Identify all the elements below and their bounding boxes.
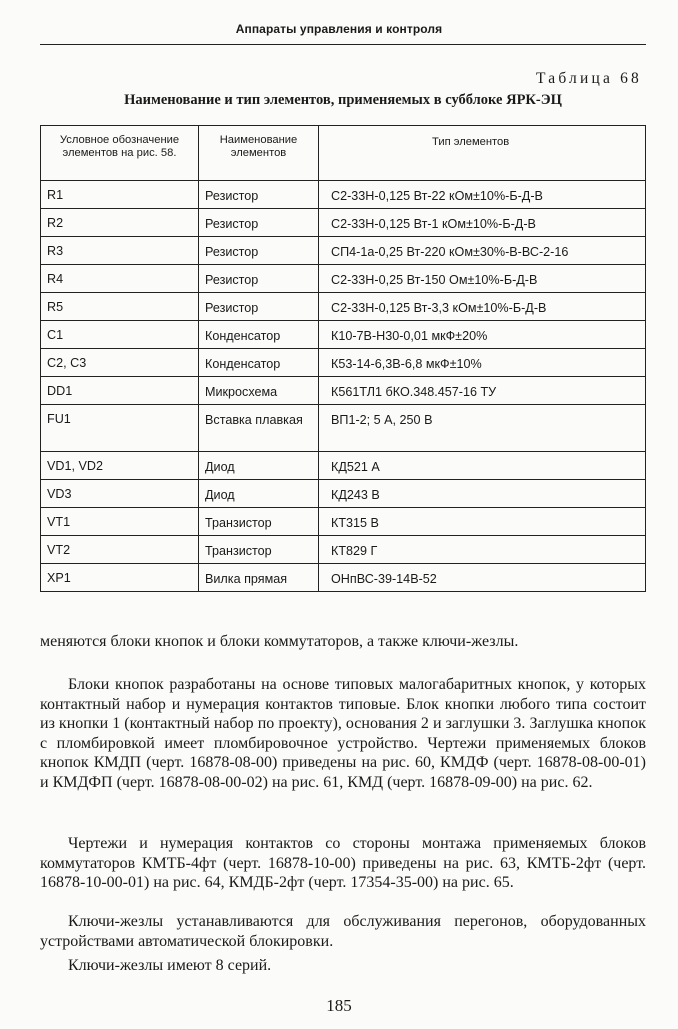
paragraph-5	[40, 956, 646, 976]
cell-designator: R2	[41, 209, 199, 237]
cell-element-name: Транзистор	[199, 536, 319, 564]
table-row	[41, 536, 646, 564]
running-header: Аппараты управления и контроля	[235, 22, 443, 36]
cell-designator: VT1	[41, 508, 199, 536]
table-row	[41, 564, 646, 592]
table-row	[41, 237, 646, 265]
table-row	[41, 349, 646, 377]
cell-element-name: Конденсатор	[199, 349, 319, 377]
cell-designator: R5	[41, 293, 199, 321]
table-row	[41, 405, 646, 452]
header-element-type: Тип элементов	[319, 126, 646, 181]
elements-table	[40, 125, 646, 592]
cell-element-type: С2-33Н-0,125 Вт-3,3 кОм±10%-Б-Д-В	[319, 293, 646, 321]
cell-designator: VD1, VD2	[41, 452, 199, 480]
cell-element-type: КТ829 Г	[319, 536, 646, 564]
cell-element-type: С2-33Н-0,25 Вт-150 Ом±10%-Б-Д-В	[319, 265, 646, 293]
cell-element-name: Вставка плавкая	[199, 405, 319, 452]
cell-element-type: ВП1-2; 5 А, 250 В	[319, 405, 646, 452]
paragraph-text: Ключи-жезлы устанавливаются для обслуживания перегонов, оборудованных устройствами автоматической блокировки.	[40, 913, 646, 950]
cell-element-name: Резистор	[199, 237, 319, 265]
header-element-name: Наименование элементов	[199, 126, 319, 181]
table-row	[41, 209, 646, 237]
table-row	[41, 377, 646, 405]
table-row	[41, 321, 646, 349]
cell-element-type: ОНпВС-39-14В-52	[319, 564, 646, 592]
table-header-row	[41, 126, 646, 181]
header-rule	[40, 44, 646, 45]
cell-element-name: Резистор	[199, 293, 319, 321]
table-row	[41, 265, 646, 293]
cell-designator: C2, C3	[41, 349, 199, 377]
paragraph-1	[40, 632, 646, 652]
table-number: Таблица 68	[535, 70, 642, 87]
table-caption: Наименование и тип элементов, применяемых в субблоке ЯРК-ЭЦ	[124, 92, 562, 108]
table-body	[41, 181, 646, 592]
page-number: 185	[326, 996, 352, 1015]
cell-designator: XP1	[41, 564, 199, 592]
cell-element-name: Транзистор	[199, 508, 319, 536]
cell-designator: R1	[41, 181, 199, 209]
header-designator: Условное обозначение элементов на рис. 58.	[41, 126, 199, 181]
cell-element-name: Резистор	[199, 181, 319, 209]
cell-element-type: СП4-1а-0,25 Вт-220 кОм±30%-В-ВС-2-16	[319, 237, 646, 265]
cell-element-type: К561ТЛ1 бКО.348.457-16 ТУ	[319, 377, 646, 405]
cell-element-type: КТ315 В	[319, 508, 646, 536]
cell-element-type: КД243 В	[319, 480, 646, 508]
cell-designator: C1	[41, 321, 199, 349]
table-row	[41, 452, 646, 480]
cell-element-name: Диод	[199, 480, 319, 508]
cell-designator: VT2	[41, 536, 199, 564]
paragraph-2	[40, 675, 646, 793]
table-row	[41, 293, 646, 321]
table-row	[41, 480, 646, 508]
cell-element-name: Резистор	[199, 209, 319, 237]
cell-element-type: К53-14-6,3В-6,8 мкФ±10%	[319, 349, 646, 377]
cell-element-type: С2-33Н-0,125 Вт-22 кОм±10%-Б-Д-В	[319, 181, 646, 209]
cell-element-type: С2-33Н-0,125 Вт-1 кОм±10%-Б-Д-В	[319, 209, 646, 237]
cell-designator: FU1	[41, 405, 199, 452]
cell-designator: VD3	[41, 480, 199, 508]
paragraph-text: Чертежи и нумерация контактов со стороны монтажа применяемых блоков коммутаторов КМТБ-4фт (черт. 16878-10-00) приведены на рис. 63, КМТБ-2фт (черт. 16878-10-00-01) на рис. 64, КМДБ-2фт (черт. 17354-35-00) на рис. 65.	[40, 835, 646, 892]
cell-designator: DD1	[41, 377, 199, 405]
cell-element-name: Резистор	[199, 265, 319, 293]
cell-element-name: Вилка прямая	[199, 564, 319, 592]
cell-element-name: Конденсатор	[199, 321, 319, 349]
paragraph-4	[40, 912, 646, 951]
cell-designator: R3	[41, 237, 199, 265]
cell-element-type: К10-7В-Н30-0,01 мкФ±20%	[319, 321, 646, 349]
cell-designator: R4	[41, 265, 199, 293]
paragraph-3	[40, 834, 646, 893]
paragraph-text: Ключи-жезлы имеют 8 серий.	[68, 957, 272, 974]
cell-element-type: КД521 А	[319, 452, 646, 480]
table-row	[41, 181, 646, 209]
paragraph-text: Блоки кнопок разработаны на основе типовых малогабаритных кнопок, у которых контактный набор и нумерация контактов типовые. Блок кнопки любого типа состоит из кнопки 1 (контактный набор по проекту), основания 2 и заглушки 3. Заглушка кнопок с пломбировкой имеет пломбировочное устройство. Чертежи применяемых блоков кнопок КМДП (черт. 16878-08-00) приведены на рис. 60, КМДФ (черт. 16878-08-00-01) и КМДФП (черт. 16878-08-00-02) на рис. 61, КМД (черт. 16878-09-00) на рис. 62.	[40, 676, 646, 791]
paragraph-text: меняются блоки кнопок и блоки коммутаторов, а также ключи-жезлы.	[40, 633, 519, 650]
cell-element-name: Микросхема	[199, 377, 319, 405]
cell-element-name: Диод	[199, 452, 319, 480]
table-row	[41, 508, 646, 536]
